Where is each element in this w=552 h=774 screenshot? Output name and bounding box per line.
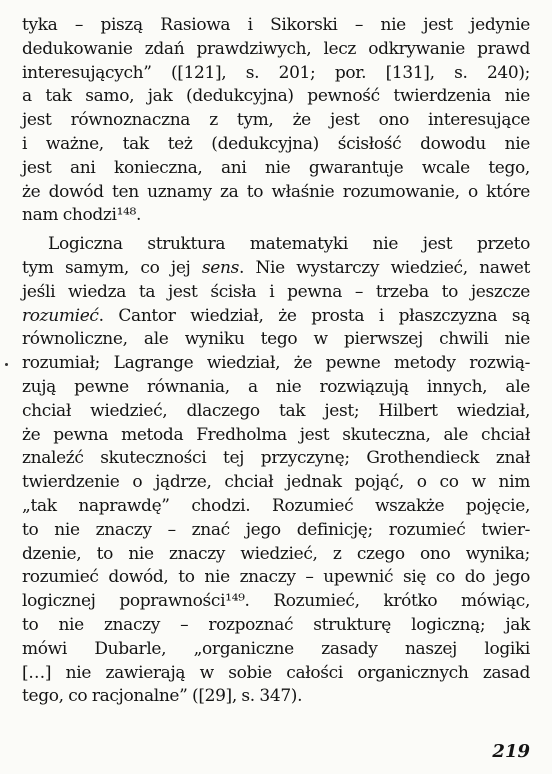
- text-line: że dowód ten uznamy za to właśnie rozumowanie, o które: [22, 181, 530, 202]
- text-line: to nie znaczy – rozpoznać strukturę logiczną; jak: [22, 614, 530, 635]
- text-line: i ważne, tak też (dedukcyjna) ścisłość dowodu nie: [22, 133, 530, 154]
- paragraph-1: [22, 14, 530, 228]
- paragraph-2: [22, 233, 530, 709]
- text-line: jest równoznaczna z tym, że jest ono interesujące: [22, 110, 530, 131]
- text-line: logicznej poprawności¹⁴⁹. Rozumieć, krótko mówiąc,: [22, 591, 530, 612]
- text-line: Logiczna struktura matematyki nie jest przeto: [48, 234, 530, 255]
- print-speck: [5, 363, 8, 366]
- text-line: rozumieć. Cantor wiedział, że prosta i płaszczyzna są: [22, 305, 530, 326]
- text-line: interesujących” ([121], s. 201; por. [131], s. 240);: [22, 62, 530, 83]
- text-line: jest ani konieczna, ani nie gwarantuje wcale tego,: [22, 157, 530, 178]
- text-line: tyka – piszą Rasiowa i Sikorski – nie jest jedynie: [22, 15, 530, 35]
- text-line: tego, co racjonalne” ([29], s. 347).: [22, 686, 303, 707]
- text-line: to nie znaczy – znać jego definicję; rozumieć twier-: [22, 519, 530, 540]
- page-number: 219: [492, 741, 530, 762]
- text-line: „tak naprawdę” chodzi. Rozumieć wszakże pojęcie,: [22, 495, 530, 516]
- text-line: […] nie zawierają w sobie całości organicznych zasad: [22, 662, 530, 683]
- text-line: mówi Dubarle, „organiczne zasady naszej logiki: [22, 638, 530, 659]
- body-text: [22, 14, 530, 709]
- text-line: chciał wiedzieć, dlaczego tak jest; Hilbert wiedział,: [22, 400, 530, 421]
- text-line: rozumieć dowód, to nie znaczy – upewnić się co do jego: [22, 567, 530, 588]
- text-line: że pewna metoda Fredholma jest skuteczna, ale chciał: [22, 424, 530, 445]
- text-line: twierdzenie o jądrze, chciał jednak pojąć, o co w nim: [22, 472, 530, 493]
- text-line: jeśli wiedza ta jest ścisła i pewna – trzeba to jeszcze: [22, 281, 530, 302]
- text-line: rozumiał; Lagrange wiedział, że pewne metody rozwią-: [22, 353, 530, 374]
- text-line: znaleźć skuteczności tej przyczynę; Grothendieck znał: [22, 448, 530, 469]
- text-line: tym samym, co jej sens. Nie wystarczy wiedzieć, nawet: [22, 257, 530, 278]
- text-line: a tak samo, jak (dedukcyjna) pewność twierdzenia nie: [22, 86, 530, 107]
- text-line: dzenie, to nie znaczy wiedzieć, z czego ono wynika;: [22, 543, 530, 564]
- text-line: dedukowanie zdań prawdziwych, lecz odkrywanie prawd: [22, 38, 530, 59]
- text-line: nam chodzi¹⁴⁸.: [22, 205, 142, 226]
- text-line: równoliczne, ale wyniku tego w pierwszej chwili nie: [22, 329, 530, 350]
- text-line: zują pewne równania, a nie rozwiązują innych, ale: [22, 376, 530, 397]
